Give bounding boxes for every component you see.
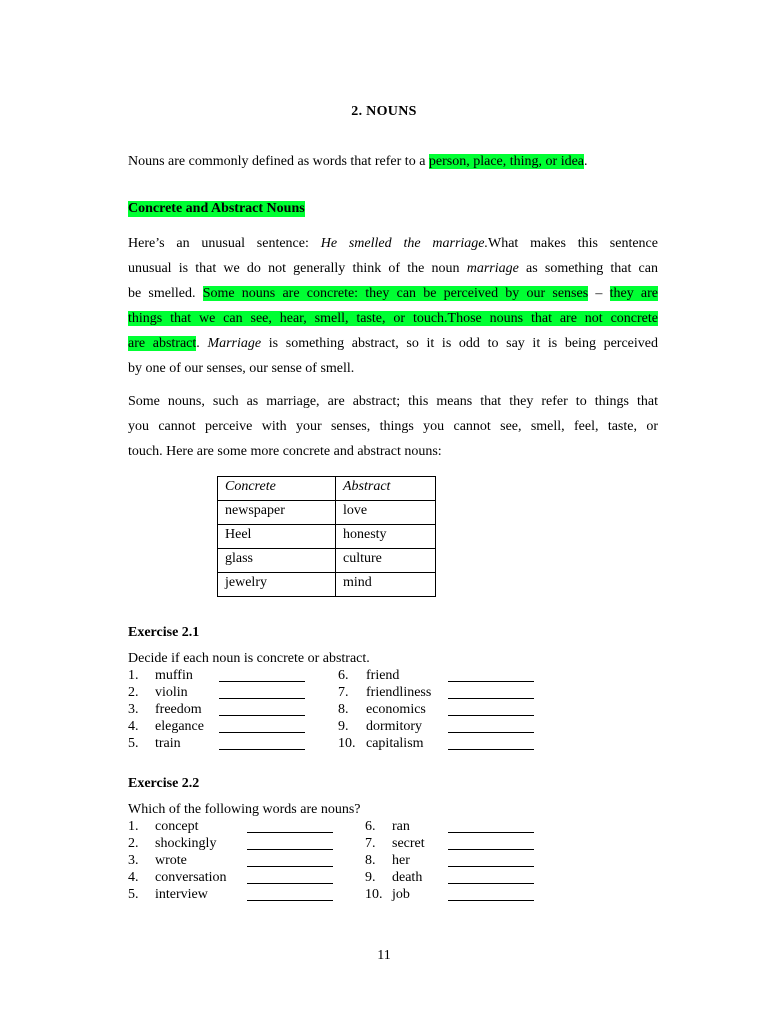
header-abstract: Abstract bbox=[336, 477, 436, 501]
table-row bbox=[218, 573, 436, 597]
answer-blank[interactable] bbox=[247, 818, 333, 833]
intro-highlight: person, place, thing, or idea bbox=[428, 154, 585, 169]
answer-blank[interactable] bbox=[448, 735, 534, 750]
list-item: 5. interview 10. job bbox=[128, 886, 548, 903]
table-cell: mind bbox=[336, 573, 436, 597]
answer-blank[interactable] bbox=[247, 886, 333, 901]
para1-line4: things that we can see, hear, smell, taste, or touch.Those nouns that are not concrete bbox=[128, 311, 658, 326]
table-row bbox=[218, 549, 436, 573]
answer-blank[interactable] bbox=[219, 684, 305, 699]
list-item: 5. train 10. capitalism bbox=[128, 735, 548, 752]
exercise-2-1-heading: Exercise 2.1 bbox=[128, 625, 200, 640]
answer-blank[interactable] bbox=[448, 869, 534, 884]
answer-blank[interactable] bbox=[448, 886, 534, 901]
table-cell: culture bbox=[336, 549, 436, 573]
answer-blank[interactable] bbox=[247, 869, 333, 884]
answer-blank[interactable] bbox=[448, 718, 534, 733]
list-item: 1. muffin 6. friend bbox=[128, 667, 548, 684]
table-cell: newspaper bbox=[218, 501, 336, 525]
list-item: 2. violin 7. friendliness bbox=[128, 684, 548, 701]
paragraph-concrete-abstract bbox=[128, 231, 658, 381]
para2-line3: touch. Here are some more concrete and abstract nouns: bbox=[128, 444, 442, 459]
para1-line2: unusual is that we do not generally think of the noun marriage as something that can bbox=[128, 261, 658, 276]
answer-blank[interactable] bbox=[219, 701, 305, 716]
table-header-row bbox=[218, 477, 436, 501]
answer-blank[interactable] bbox=[247, 835, 333, 850]
page-number: 11 bbox=[377, 948, 391, 963]
list-item: 3. freedom 8. economics bbox=[128, 701, 548, 718]
list-item: 4. elegance 9. dormitory bbox=[128, 718, 548, 735]
para1-line5: are abstract. Marriage is something abstract, so it is odd to say it is being perceived bbox=[128, 336, 659, 351]
answer-blank[interactable] bbox=[219, 718, 305, 733]
answer-blank[interactable] bbox=[448, 684, 534, 699]
answer-blank[interactable] bbox=[448, 835, 534, 850]
section-heading: Concrete and Abstract Nouns bbox=[128, 201, 305, 216]
para1-line1: Here’s an unusual sentence: He smelled the marriage.What makes this sentence bbox=[128, 236, 658, 251]
intro-text: Nouns are commonly defined as words that refer to a bbox=[128, 154, 429, 169]
list-item: 2. shockingly 7. secret bbox=[128, 835, 548, 852]
header-concrete: Concrete bbox=[218, 477, 336, 501]
para1-line3: be smelled. Some nouns are concrete: they can be perceived by our senses – they are bbox=[128, 286, 659, 301]
para1-line6: by one of our senses, our sense of smell. bbox=[128, 361, 355, 376]
list-item: 3. wrote 8. her bbox=[128, 852, 548, 869]
answer-blank[interactable] bbox=[448, 701, 534, 716]
exercise-2-2-list bbox=[128, 818, 548, 908]
table-cell: glass bbox=[218, 549, 336, 573]
table-cell: love bbox=[336, 501, 436, 525]
list-item: 1. concept 6. ran bbox=[128, 818, 548, 835]
table-cell: jewelry bbox=[218, 573, 336, 597]
answer-blank[interactable] bbox=[448, 852, 534, 867]
table-cell: Heel bbox=[218, 525, 336, 549]
paragraph-abstract-nouns bbox=[128, 389, 658, 464]
noun-table bbox=[217, 476, 436, 597]
answer-blank[interactable] bbox=[448, 667, 534, 682]
para2-line1: Some nouns, such as marriage, are abstract; this means that they refer to things that bbox=[128, 394, 658, 409]
intro-paragraph bbox=[128, 152, 638, 172]
answer-blank[interactable] bbox=[219, 735, 305, 750]
table-cell: honesty bbox=[336, 525, 436, 549]
exercise-2-2-prompt: Which of the following words are nouns? bbox=[128, 802, 361, 817]
chapter-title: 2. NOUNS bbox=[351, 104, 417, 119]
exercise-2-1-list bbox=[128, 667, 548, 757]
table-row bbox=[218, 525, 436, 549]
exercise-2-1-prompt: Decide if each noun is concrete or abstract. bbox=[128, 651, 370, 666]
exercise-2-2-heading: Exercise 2.2 bbox=[128, 776, 200, 791]
answer-blank[interactable] bbox=[247, 852, 333, 867]
intro-period: . bbox=[584, 154, 588, 169]
answer-blank[interactable] bbox=[219, 667, 305, 682]
answer-blank[interactable] bbox=[448, 818, 534, 833]
para2-line2: you cannot perceive with your senses, things you cannot see, smell, feel, taste, or bbox=[128, 419, 658, 434]
list-item: 4. conversation 9. death bbox=[128, 869, 548, 886]
table-row bbox=[218, 501, 436, 525]
